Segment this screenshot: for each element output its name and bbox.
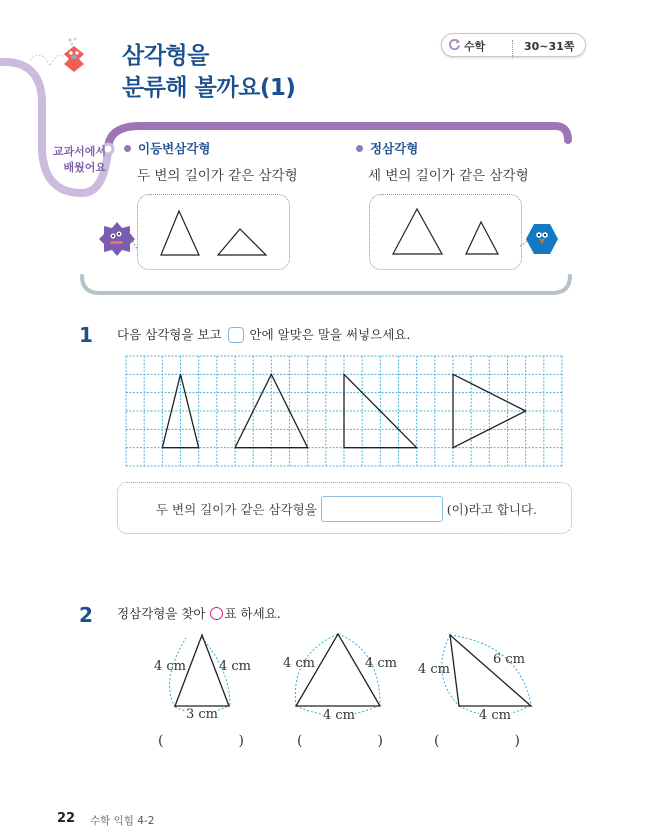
textbook-learned-label	[36, 144, 106, 176]
bullet-dot	[124, 145, 131, 152]
concept-heading-equilateral	[356, 139, 418, 157]
paren-open: (	[434, 733, 440, 749]
answer-slot-2[interactable]	[297, 733, 383, 749]
prompt-text-before: 정삼각형을 찾아	[117, 606, 206, 621]
blank-box-icon	[228, 327, 244, 343]
t2-left-length: 4 cm	[283, 656, 316, 671]
t3-right-length: 6 cm	[493, 652, 526, 667]
refresh-icon	[448, 38, 461, 51]
side-label-line-2: 배웠어요	[63, 161, 106, 174]
paren-open: (	[297, 733, 303, 749]
isosceles-example-box	[137, 194, 290, 270]
isosceles-triangles-figure	[138, 195, 289, 269]
sentence-after: (이)라고 합니다.	[446, 502, 537, 517]
fill-in-sentence-box	[117, 482, 572, 534]
t1-right-length: 4 cm	[219, 659, 252, 674]
answer-slot-3[interactable]	[434, 733, 520, 749]
reference-pages: 30~31쪽	[524, 40, 575, 53]
t3-bottom-length: 4 cm	[479, 708, 512, 723]
concept-description-equilateral: 세 변의 길이가 같은 삼각형	[368, 168, 529, 184]
textbook-reference	[441, 33, 586, 57]
triangle-grid-figure	[125, 355, 563, 467]
prompt-text-after: 안에 알맞은 말을 써넣으세요.	[249, 327, 411, 342]
t2-bottom-length: 4 cm	[323, 708, 356, 723]
paren-close: )	[514, 733, 520, 749]
answer-input-q1[interactable]	[321, 496, 443, 522]
question-1-number: 1	[79, 323, 93, 347]
circle-mark-icon	[210, 607, 223, 620]
question-1-prompt	[117, 325, 410, 344]
page-number: 22	[57, 811, 76, 826]
reference-subject: 수학	[464, 40, 486, 53]
equilateral-triangles-figure	[370, 195, 521, 269]
t3-left-length: 4 cm	[418, 662, 451, 677]
question-2-prompt	[117, 604, 281, 622]
purple-star-mascot-icon	[99, 222, 135, 256]
sentence-before: 두 변의 길이가 같은 삼각형을	[156, 502, 317, 517]
concept-name: 이등변삼각형	[138, 141, 211, 156]
bullet-dot	[356, 145, 363, 152]
page-title	[122, 40, 295, 104]
red-mascot-icon	[60, 36, 88, 72]
concept-name: 정삼각형	[370, 141, 419, 156]
title-line-1: 삼각형을	[122, 43, 209, 69]
question-2-number: 2	[79, 603, 93, 627]
blue-hexagon-mascot-icon	[526, 224, 558, 254]
concept-description-isosceles: 두 변의 길이가 같은 삼각형	[137, 168, 298, 184]
side-label-line-1: 교과서에서	[52, 145, 106, 158]
paren-open: (	[158, 733, 164, 749]
equilateral-example-box	[369, 194, 522, 270]
prompt-text-before: 다음 삼각형을 보고	[117, 327, 222, 342]
reference-divider	[512, 40, 513, 58]
answer-slot-1[interactable]	[158, 733, 244, 749]
t2-right-length: 4 cm	[365, 656, 398, 671]
title-line-2: 분류해 볼까요(1)	[122, 75, 296, 101]
prompt-text-after: 표 하세요.	[224, 606, 281, 621]
paren-close: )	[238, 733, 244, 749]
concept-heading-isosceles	[124, 139, 210, 157]
t1-left-length: 4 cm	[154, 659, 187, 674]
book-title: 수학 익힘 4-2	[90, 815, 155, 827]
t1-bottom-length: 3 cm	[186, 707, 219, 722]
paren-close: )	[377, 733, 383, 749]
